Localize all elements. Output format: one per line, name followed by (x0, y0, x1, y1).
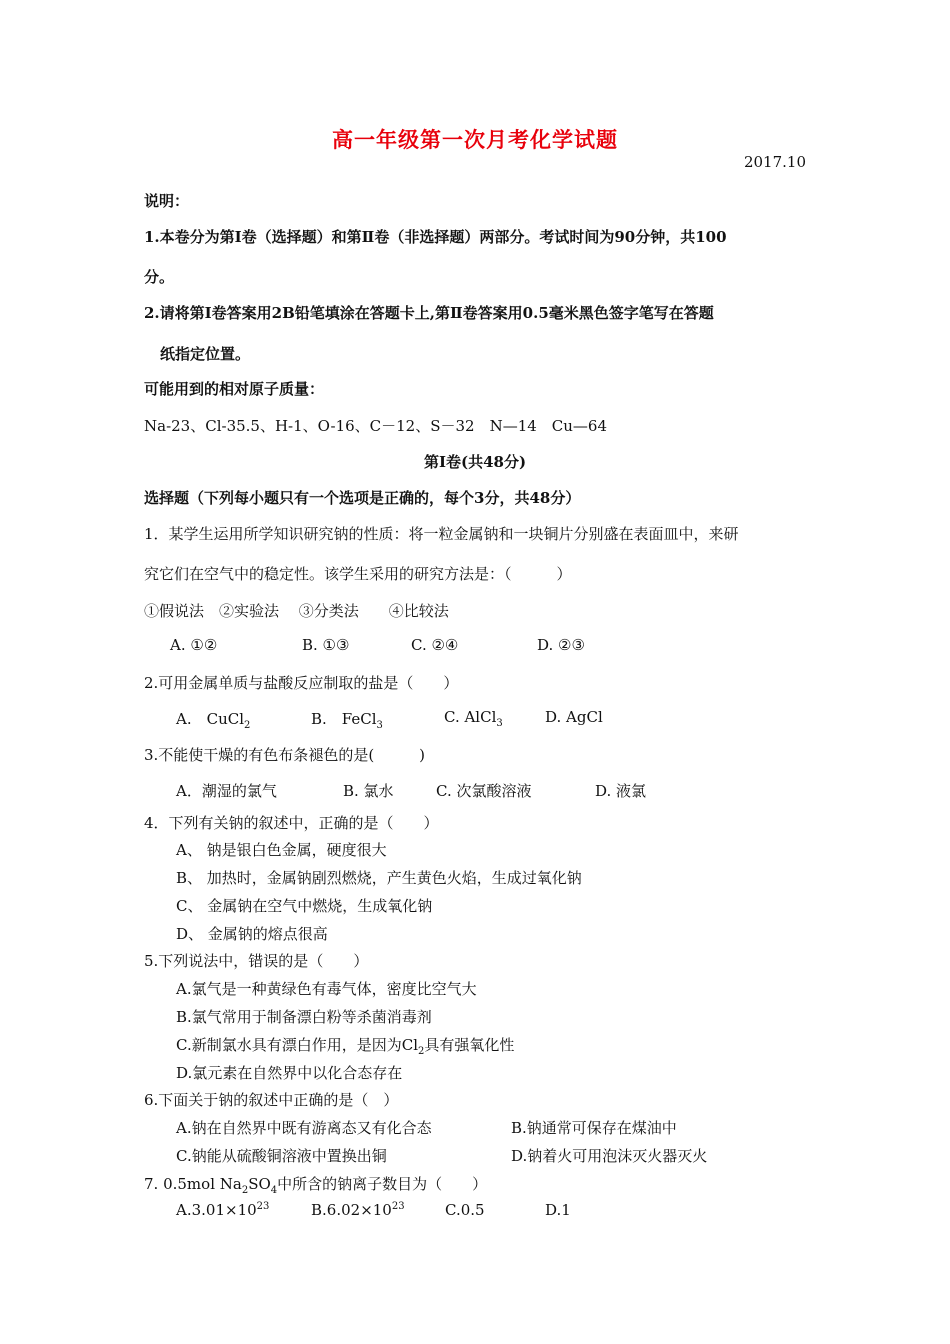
q7-option-a-sup: 23 (256, 1201, 270, 1212)
q1-option-c: C. ②④ (411, 636, 459, 654)
q5-option-c-sub: 2 (418, 1046, 425, 1057)
q7-stem-sub-2: 4 (270, 1185, 278, 1196)
q4-option-c: C、 金属钠在空气中燃烧，生成氧化钠 (176, 897, 433, 915)
q4-option-d: D、 金属钠的熔点很高 (176, 925, 328, 943)
q4-stem: 4．下列有关钠的叙述中，正确的是（ ） (144, 814, 439, 832)
q2-option-b (311, 708, 383, 731)
q6-option-c: C.钠能从硫酸铜溶液中置换出铜 (176, 1147, 387, 1165)
q3-options (0, 780, 950, 800)
q3-option-b: B. 氯水 (343, 782, 394, 800)
q2-option-c-sub: 3 (496, 718, 503, 729)
q3-option-d: D. 液氯 (595, 782, 647, 800)
q7-options (0, 1201, 950, 1221)
q1-option-b: B. ①③ (302, 636, 350, 654)
q2-option-b-sub: 3 (376, 720, 383, 731)
q7-stem-mid: SO (248, 1175, 271, 1193)
exam-date: 2017.10 (743, 153, 806, 171)
page-title: 高一年级第一次月考化学试题 (332, 127, 618, 152)
q7-option-b-text: B.6.02×10 (311, 1201, 392, 1219)
q7-option-b (311, 1201, 405, 1219)
q2-stem: 2.可用金属单质与盐酸反应制取的盐是（ ） (144, 674, 459, 692)
q6-option-a: A.钠在自然界中既有游离态又有化合态 (176, 1119, 432, 1137)
q7-option-d: D.1 (545, 1201, 571, 1219)
q1-option-d: D. ②③ (537, 636, 585, 654)
atomic-mass-values: Na-23、Cl-35.5、H-1、O-16、C－12、S－32 N—14 Cu—64 (144, 417, 608, 435)
q2-option-d: D. AgCl (545, 708, 603, 726)
part-1-heading: 第Ⅰ卷(共48分) (423, 453, 527, 471)
q5-option-c (176, 1034, 514, 1057)
q1-stem-line-1: 1．某学生运用所学知识研究钠的性质：将一粒金属钠和一块铜片分别盛在表面皿中，来研 (144, 525, 739, 543)
note-2-line-1: 2.请将第Ⅰ卷答案用2B铅笔填涂在答题卡上,第Ⅱ卷答案用0.5毫米黑色签字笔写在答题 (144, 304, 714, 322)
q7-option-a (176, 1201, 269, 1219)
q4-option-b: B、 加热时，金属钠剧烈燃烧，产生黄色火焰，生成过氧化钠 (176, 869, 582, 887)
q2-option-a-text: A. CuCl (176, 710, 245, 728)
q1-option-a: A. ①② (170, 636, 218, 654)
q7-stem (144, 1173, 487, 1196)
note-1-line-1: 1.本卷分为第Ⅰ卷（选择题）和第Ⅱ卷（非选择题）两部分。考试时间为90分钟，共100 (144, 228, 727, 246)
q7-option-c: C.0.5 (445, 1201, 485, 1219)
q5-option-a: A.氯气是一种黄绿色有毒气体，密度比空气大 (176, 980, 477, 998)
q2-options (0, 708, 950, 731)
q3-option-c: C. 次氯酸溶液 (436, 782, 532, 800)
q2-option-c (444, 708, 503, 729)
q2-option-c-text: C. AlCl (444, 708, 497, 726)
q5-option-c-post: 具有强氧化性 (424, 1036, 515, 1054)
q5-option-b: B.氯气常用于制备漂白粉等杀菌消毒剂 (176, 1008, 432, 1026)
q2-option-b-text: B. FeCl (311, 710, 377, 728)
q5-option-d: D.氯元素在自然界中以化合态存在 (176, 1064, 403, 1082)
q2-option-a-sub: 2 (244, 720, 251, 731)
q1-methods: ①假说法 ②实验法 ③分类法 ④比较法 (144, 602, 449, 620)
q5-stem: 5.下列说法中，错误的是（ ） (144, 952, 369, 970)
atomic-mass-heading: 可能用到的相对原子质量： (144, 380, 325, 398)
q2-option-a (176, 708, 250, 731)
note-1-line-2: 分。 (144, 268, 175, 286)
q7-stem-pre: 7. 0.5mol Na (144, 1175, 242, 1193)
q6-option-d: D.钠着火可用泡沫灭火器灭火 (511, 1147, 708, 1165)
q1-stem-line-2: 究它们在空气中的稳定性。该学生采用的研究方法是：（ ） (144, 565, 572, 583)
q7-option-a-text: A.3.01×10 (176, 1201, 257, 1219)
note-2-line-2: 纸指定位置。 (160, 345, 251, 363)
notes-heading: 说明： (144, 192, 190, 210)
q5-option-c-pre: C.新制氯水具有漂白作用，是因为Cl (176, 1036, 418, 1054)
q6-option-b: B.钠通常可保存在煤油中 (511, 1119, 677, 1137)
q7-stem-sub-1: 2 (241, 1185, 249, 1196)
q7-option-b-sup: 23 (391, 1201, 405, 1212)
part-1-instructions: 选择题（下列每小题只有一个选项是正确的，每个3分，共48分） (144, 489, 581, 507)
q3-option-a: A．潮湿的氯气 (176, 782, 277, 800)
q4-option-a: A、 钠是银白色金属，硬度很大 (176, 841, 387, 859)
q7-stem-post: 中所含的钠离子数目为（ ） (277, 1175, 488, 1193)
q6-stem: 6.下面关于钠的叙述中正确的是（ ） (144, 1091, 399, 1109)
q1-options (0, 636, 950, 656)
q3-stem: 3.不能使干燥的有色布条褪色的是( ) (144, 746, 426, 764)
